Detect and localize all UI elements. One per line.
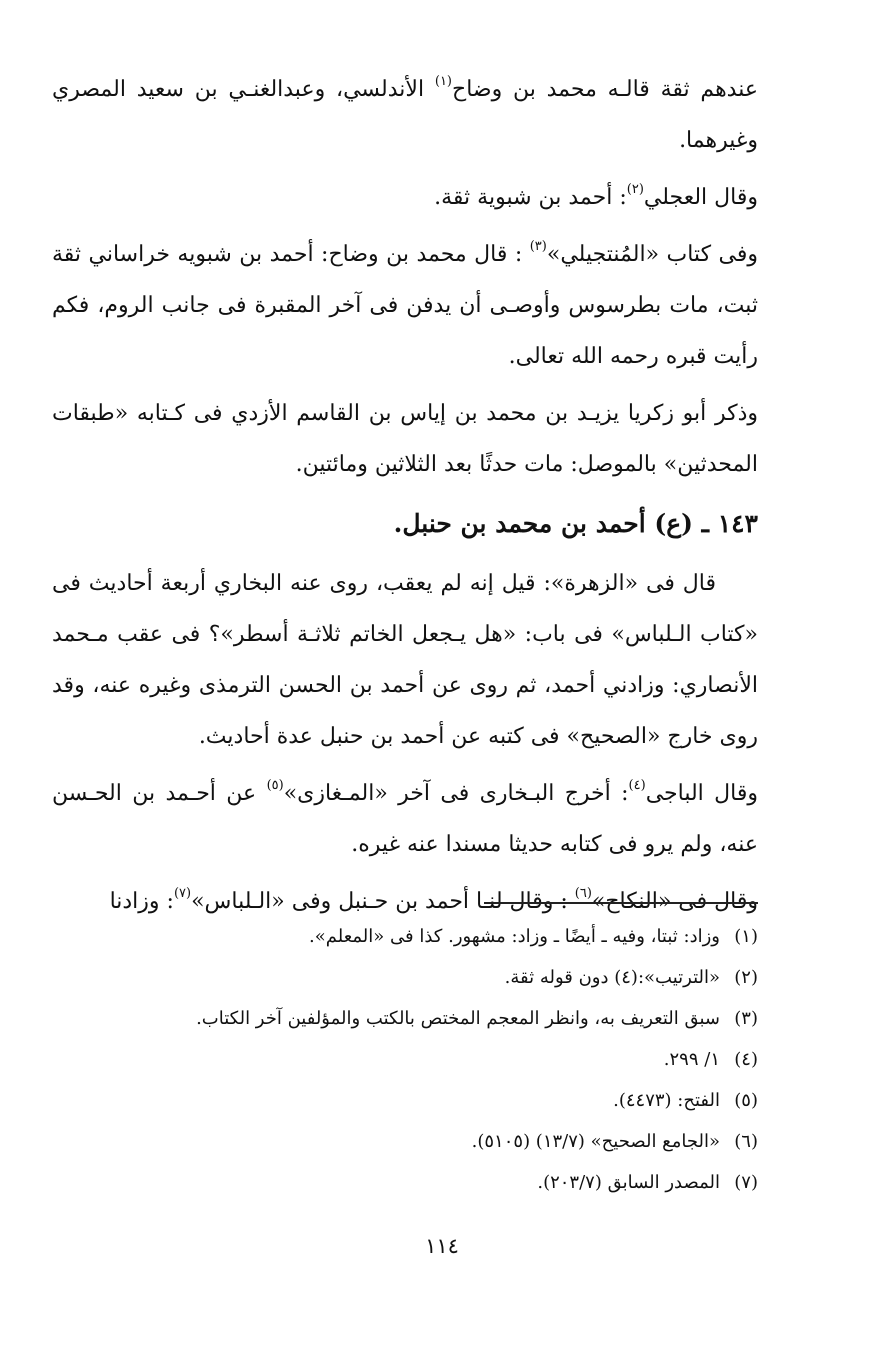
footnote-text: المصدر السابق (٢٠٣/٧). — [537, 1172, 720, 1193]
footnote-ref-4: (٤) — [628, 778, 646, 793]
footnote-number: (٧) — [734, 1172, 758, 1193]
footnotes — [52, 916, 758, 1203]
paragraph-6 — [52, 768, 758, 870]
paragraph-text: وفى كتاب «المُنتجيلي» — [546, 242, 758, 267]
paragraph-text: وقال فى «النكاح» — [591, 889, 758, 914]
footnote-ref-6: (٦) — [574, 886, 592, 901]
entry-heading: ١٤٣ ـ (ع) أحمد بن محمد بن حنبل. — [393, 509, 758, 538]
paragraph-1 — [52, 64, 758, 166]
footnote-4 — [52, 1039, 758, 1080]
paragraph-text: : أخرج البـخارى فى آخر «المـغازى» — [283, 781, 629, 806]
footnote-2 — [52, 957, 758, 998]
paragraph-2 — [52, 172, 758, 223]
paragraph-text: : أحمد بن شبوية ثقة. — [434, 185, 627, 210]
page-number: ١١٤ — [425, 1234, 459, 1258]
paragraph-text: وقال الباجى — [645, 781, 758, 806]
footnote-text: «الجامع الصحيح» (١٣/٧) (٥١٠٥). — [471, 1131, 720, 1152]
footnote-text: «الترتيب»:(٤) دون قوله ثقة. — [504, 967, 720, 988]
footnote-text: الفتح: (٤٤٧٣). — [613, 1090, 720, 1111]
paragraph-text: عن أحـمد بن الحـسن عنه، ولم يرو فى كتابه حديثا مسندا عنه غيره. — [52, 781, 758, 857]
footnote-text: سبق التعريف به، وانظر المعجم المختص بالكتب والمؤلفين آخر الكتاب. — [196, 1008, 720, 1029]
paragraph-text: عندهم ثقة قالـه محمد بن وضاح — [452, 77, 758, 102]
footnote-number: (٤) — [734, 1049, 758, 1070]
footnote-number: (١) — [734, 926, 758, 947]
footnote-ref-3: (٣) — [529, 239, 547, 254]
paragraph-text: الأندلسي، وعبدالغنـي بن سعيد المصري وغيرهما. — [52, 77, 758, 153]
footnote-divider — [484, 902, 758, 904]
footnote-3 — [52, 998, 758, 1039]
footnote-ref-7: (٧) — [173, 886, 192, 901]
paragraph-4: وذكر أبو زكريا يزيـد بن محمد بن إياس بن القاسم الأزدي فى كـتابه «طبقات المحدثين» بالموصل: مات حدثًا بعد الثلاثين ومائتين. — [52, 401, 758, 477]
footnote-6 — [52, 1121, 758, 1162]
footnote-7 — [52, 1162, 758, 1203]
paragraph-3 — [52, 229, 758, 382]
footnote-number: (٣) — [734, 1008, 758, 1029]
paragraph-text: وقال العجلي — [643, 185, 758, 210]
footnote-text: ١/ ٢٩٩. — [663, 1049, 720, 1070]
footnote-1 — [52, 916, 758, 957]
footnote-ref-1: (١) — [434, 74, 452, 89]
paragraph-text: : قال محمد بن وضاح: أحمد بن شبويه خراساني ثقة ثبت، مات بطرسوس وأوصـى أن يدفن فى آخر المقبرة فى جانب الروم، فكم رأيت قبره رحمه الله تعالى. — [52, 242, 758, 369]
paragraph-text: : وقال لنـا أحمد بن حـنبل وفى «الـلباس» — [191, 889, 575, 914]
footnote-number: (٢) — [734, 967, 758, 988]
footnote-ref-5: (٥) — [266, 778, 284, 793]
paragraph-text: : وزادنا — [109, 889, 174, 914]
footnote-ref-2: (٢) — [626, 182, 644, 197]
footnote-text: وزاد: ثبتا، وفيه ـ أيضًا ـ وزاد: مشهور. كذا فى «المعلم». — [309, 926, 720, 947]
footnote-number: (٦) — [734, 1131, 758, 1152]
footnote-5 — [52, 1080, 758, 1121]
main-text — [52, 64, 758, 933]
paragraph-5: قال فى «الزهرة»: قيل إنه لم يعقب، روى عنه البخاري أربعة أحاديث فى «كتاب الـلباس» فى باب: «هل يـجعل الخاتم ثلاثـة أسطر»؟ فى عقب مـحمد الأنصاري: وزادني أحمد، ثم روى عن أحمد بن الحسن الترمذى وغيره عنه، وقد روى خارج «الصحيح» فى كتبه عن أحمد بن حنبل عدة أحاديث. — [52, 571, 758, 749]
footnote-number: (٥) — [734, 1090, 758, 1111]
